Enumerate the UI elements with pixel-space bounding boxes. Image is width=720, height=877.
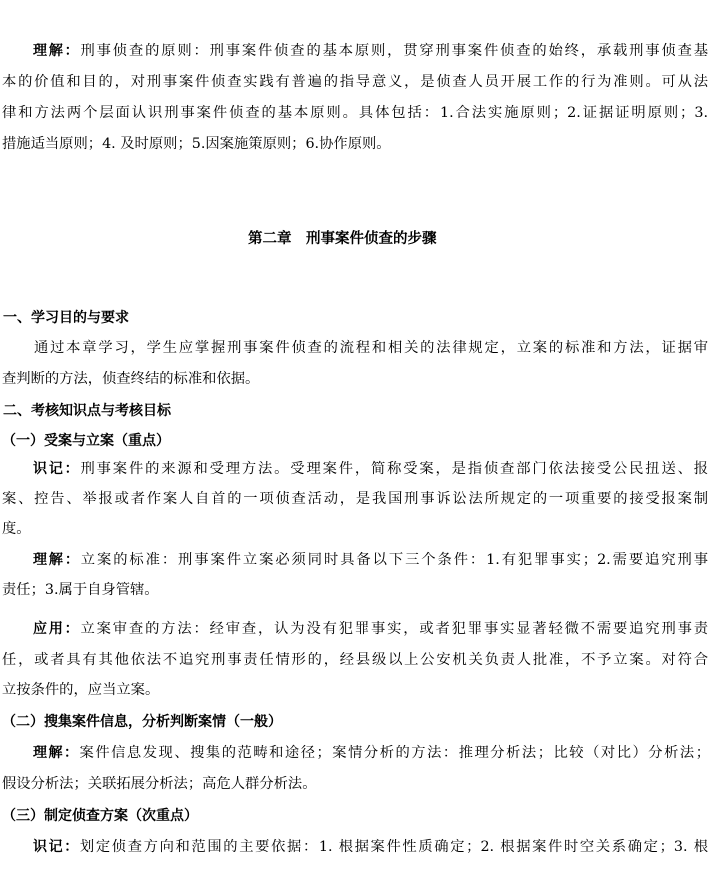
text-line	[0, 550, 720, 570]
text-line: 假设分析法；关联拓展分析法；高危人群分析法。	[2, 776, 317, 792]
paragraph-text: 刑事侦查的原则：刑事案件侦查的基本原则，贯穿刑事案件侦查的始终，承载刑事侦查基	[80, 43, 709, 59]
recall-label: 识记：	[33, 461, 81, 477]
paragraph-text: 立案的标准：刑事案件立案必须同时具备以下三个条件：1.有犯罪事实；2.需要追究刑事	[80, 552, 709, 568]
section-heading: 一、学习目的与要求	[3, 310, 129, 326]
text-line: 通过本章学习，学生应掌握刑事案件侦查的流程和相关的法律规定，立案的标准和方法，证据审	[34, 340, 708, 356]
paragraph-text: 刑事案件的来源和受理方法。受理案件，简称受案，是指侦查部门依法接受公民扭送、报	[80, 461, 709, 477]
paragraph-text: 划定侦查方向和范围的主要依据：1. 根据案件性质确定；2. 根据案件时空关系确定；3. 根	[79, 839, 708, 855]
subsection-heading: （二）搜集案件信息，分析判断案情（一般）	[2, 714, 282, 730]
text-line: 案、控告、举报或者作案人自首的一项侦查活动，是我国刑事诉讼法所规定的一项重要的接受报案制	[2, 491, 708, 507]
subsection-heading: （三）制定侦查方案（次重点）	[2, 808, 198, 824]
text-line: 措施适当原则；4. 及时原则；5.因案施策原则；6.协作原则。	[2, 136, 391, 152]
paragraph-text: 案件信息发现、搜集的范畴和途径；案情分析的方法：推理分析法；比较（对比）分析法；	[79, 745, 711, 761]
text-line: 立按条件的，应当立案。	[2, 682, 160, 698]
paragraph-text: 立案审查的方法：经审查，认为没有犯罪事实，或者犯罪事实显著轻微不需要追究刑事责	[80, 621, 709, 637]
section-heading: 二、考核知识点与考核目标	[3, 403, 171, 419]
chapter-title: 第二章 刑事案件侦查的步骤	[248, 231, 437, 247]
text-line	[0, 41, 720, 61]
text-line: 本的价值和目的，对刑事案件侦查实践有普遍的指导意义，是侦查人员开展工作的行为准则。可从法	[2, 74, 708, 90]
text-line	[0, 743, 720, 763]
text-line: 度。	[2, 521, 31, 537]
subsection-heading: （一）受案与立案（重点）	[2, 433, 170, 449]
understand-label: 理解：	[33, 552, 81, 568]
apply-label: 应用：	[33, 621, 81, 637]
recall-label: 识记：	[33, 839, 80, 855]
text-line: 任，或者具有其他依法不追究刑事责任情形的，经县级以上公安机关负责人批准，不予立案。对符合	[2, 652, 708, 668]
text-line	[0, 459, 720, 479]
text-line	[0, 619, 720, 639]
understand-label: 理解：	[33, 745, 80, 761]
text-line: 律和方法两个层面认识刑事案件侦查的基本原则。具体包括：1.合法实施原则；2.证据证明原则；3.	[2, 105, 708, 121]
understand-label: 理解：	[33, 43, 81, 59]
text-line: 查判断的方法，侦查终结的标准和依据。	[2, 371, 260, 387]
text-line	[0, 837, 720, 857]
text-line: 责任；3.属于自身管辖。	[2, 582, 159, 598]
